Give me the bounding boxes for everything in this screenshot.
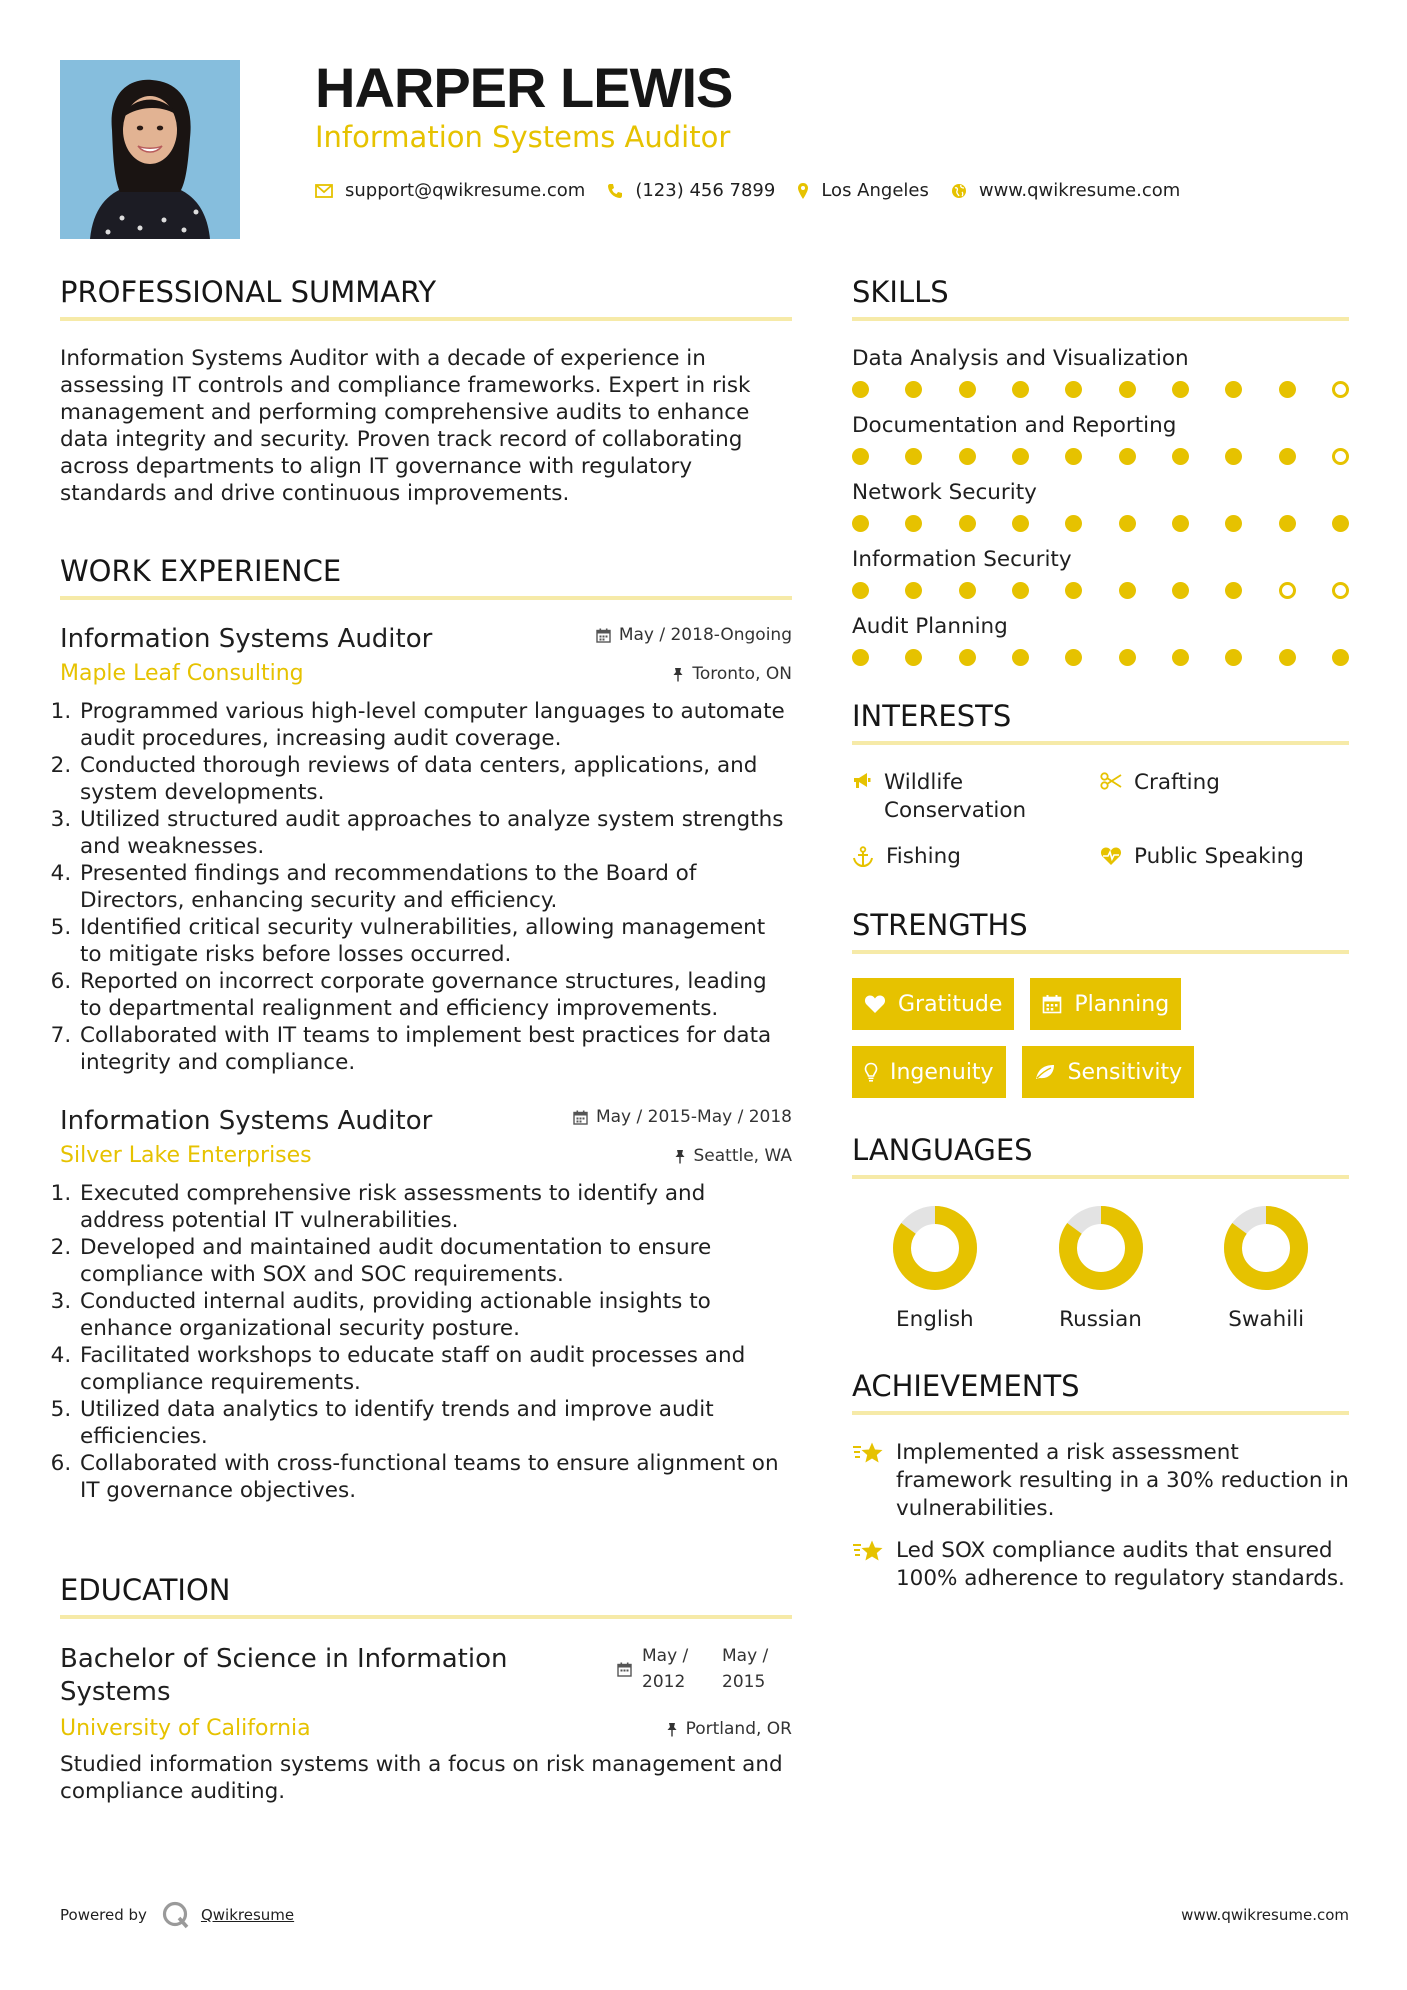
education-section (60, 1573, 792, 1805)
rating-dot-filled (1012, 515, 1029, 532)
skills-title: SKILLS (852, 278, 1349, 321)
job-location-text: Seattle, WA (693, 1146, 792, 1166)
contact-email[interactable] (315, 180, 585, 201)
skills-section (852, 275, 1349, 666)
education-dates (617, 1643, 792, 1695)
rating-dot-filled (905, 582, 922, 599)
rating-dot-filled (1119, 649, 1136, 666)
rating-dot-empty (1332, 381, 1349, 398)
rating-dot-filled (1065, 381, 1082, 398)
footer-powered-by (60, 1900, 294, 1930)
interests-list (852, 769, 1349, 871)
rating-dot-filled (959, 582, 976, 599)
rating-dot-filled (1172, 515, 1189, 532)
job-entry (60, 624, 792, 1076)
list-item: 4. Presented findings and recommendations to the Board of Directors, enhancing security and efficiency. (78, 860, 792, 914)
company-name: Maple Leaf Consulting (60, 661, 304, 686)
star-icon (852, 1441, 884, 1465)
school-name: University of California (60, 1716, 311, 1741)
list-item: 5. Utilized data analytics to identify trends and improve audit efficiencies. (78, 1396, 792, 1450)
rating-dot-filled (1012, 582, 1029, 599)
envelope-icon (315, 184, 333, 198)
achievement-text: Implemented a risk assessment framework resulting in a 30% reduction in vulnerabilities. (896, 1440, 1349, 1521)
strengths-list (852, 978, 1349, 1098)
language-proficiency-ring (890, 1203, 980, 1293)
list-item: 4. Facilitated workshops to educate staff on audit processes and compliance requirements. (78, 1342, 792, 1396)
job-location-text: Toronto, ON (692, 664, 792, 684)
qwikresume-logo-icon (161, 1900, 191, 1930)
skill-name: Data Analysis and Visualization (852, 346, 1189, 371)
education-description: Studied information systems with a focus on risk management and compliance auditing. (60, 1752, 783, 1804)
rating-dot-filled (1119, 448, 1136, 465)
rating-dot-filled (959, 381, 976, 398)
skill-name: Audit Planning (852, 614, 1008, 639)
achievement-item (852, 1537, 1349, 1593)
strength-label: Sensitivity (1067, 1059, 1183, 1085)
contact-bar (315, 180, 1202, 201)
skill-item (852, 345, 1349, 398)
footer-brand-link[interactable]: Qwikresume (200, 1906, 295, 1924)
rating-dot-empty (1279, 582, 1296, 599)
rating-dot-filled (1279, 448, 1296, 465)
candidate-name: HARPER LEWIS (315, 56, 733, 119)
languages-title: LANGUAGES (852, 1136, 1349, 1179)
contact-location-text: Los Angeles (821, 180, 929, 201)
languages-section (852, 1133, 1349, 1332)
heartbeat-icon (1100, 846, 1122, 866)
skill-name: Information Security (852, 547, 1072, 572)
achievement-text: Led SOX compliance audits that ensured 100% adherence to regulatory standards. (896, 1538, 1345, 1591)
calendar-icon (573, 1110, 588, 1125)
rating-dot-filled (905, 448, 922, 465)
job-dates-text: May / 2015-May / 2018 (595, 1107, 792, 1127)
achievement-item (852, 1439, 1349, 1523)
strengths-section (852, 908, 1349, 1098)
skill-item (852, 479, 1349, 532)
interest-item (1100, 769, 1348, 825)
education-title: EDUCATION (60, 1576, 792, 1619)
rating-dot-filled (1012, 649, 1029, 666)
interest-item (852, 769, 1100, 825)
rating-dot-filled (1225, 649, 1242, 666)
list-item: 2. Conducted thorough reviews of data centers, applications, and system developments. (78, 752, 792, 806)
summary-text: Information Systems Auditor with a decade of experience in assessing IT controls and compliance frameworks. Expert in risk management and performing comprehensive audits to enhance data integrity and security. Proven track record of collaborating across departments to align IT governance with regulatory standards and drive continuous improvements. (60, 346, 751, 506)
job-location (672, 663, 792, 685)
summary-title: PROFESSIONAL SUMMARY (60, 278, 792, 321)
star-icon (852, 1539, 884, 1563)
globe-icon (951, 183, 967, 199)
list-item: 2. Developed and maintained audit documentation to ensure compliance with SOX and SOC requirements. (78, 1234, 792, 1288)
education-location-text: Portland, OR (685, 1719, 792, 1739)
rating-dot-filled (852, 448, 869, 465)
rating-dot-filled (1012, 381, 1029, 398)
strength-label: Ingenuity (890, 1059, 994, 1085)
job-bullets (60, 1180, 792, 1504)
strength-tag (1022, 1046, 1195, 1098)
strength-tag (852, 978, 1014, 1030)
interests-title: INTERESTS (852, 702, 1349, 745)
rating-dot-filled (1279, 381, 1296, 398)
interest-label: Crafting (1134, 770, 1220, 795)
rating-dot-filled (852, 515, 869, 532)
profile-photo (60, 60, 240, 239)
rating-dot-filled (1012, 448, 1029, 465)
leaf-icon (1034, 1063, 1056, 1081)
rating-dot-filled (905, 649, 922, 666)
rating-dot-filled (1065, 515, 1082, 532)
list-item: 5. Identified critical security vulnerabilities, allowing management to mitigate risks before losses occurred. (78, 914, 792, 968)
rating-dot-filled (1119, 381, 1136, 398)
rating-dot-filled (1279, 649, 1296, 666)
rating-dot-filled (1225, 582, 1242, 599)
rating-dot-empty (1332, 448, 1349, 465)
interest-label: Public Speaking (1134, 844, 1304, 869)
left-column (60, 275, 792, 1805)
contact-phone-text: (123) 456 7899 (635, 180, 776, 201)
rating-dot-filled (852, 649, 869, 666)
education-start: May / 2012 (642, 1646, 689, 1692)
skill-item (852, 546, 1349, 599)
rating-dot-filled (1119, 515, 1136, 532)
calendar-icon (596, 628, 611, 643)
rating-dot-filled (1225, 381, 1242, 398)
list-item: 1. Programmed various high-level computer languages to automate audit procedures, increasing audit coverage. (78, 698, 792, 752)
strength-label: Planning (1074, 991, 1170, 1017)
interests-section (852, 699, 1349, 871)
rating-dot-filled (1279, 515, 1296, 532)
achievements-section (852, 1369, 1349, 1593)
calendar-icon (617, 1662, 632, 1677)
contact-website-text: www.qwikresume.com (978, 180, 1181, 201)
footer-website[interactable]: www.qwikresume.com (1181, 1906, 1349, 1924)
pushpin-icon (666, 1722, 678, 1737)
pushpin-icon (674, 1149, 686, 1164)
rating-dot-filled (1172, 582, 1189, 599)
skill-item (852, 613, 1349, 666)
profile-photo-illustration (60, 60, 240, 239)
rating-dot-filled (1065, 582, 1082, 599)
education-location (666, 1718, 792, 1740)
rating-dot-filled (959, 515, 976, 532)
contact-email-text: support@qwikresume.com (345, 180, 586, 201)
rating-dot-filled (1119, 582, 1136, 599)
job-dates-text: May / 2018-Ongoing (618, 625, 792, 645)
skill-rating (852, 515, 1349, 532)
calendar-icon (1042, 994, 1062, 1014)
rating-dot-filled (1225, 515, 1242, 532)
strength-label: Gratitude (898, 991, 1003, 1017)
rating-dot-filled (905, 515, 922, 532)
skill-rating (852, 381, 1349, 398)
job-bullets (60, 698, 792, 1076)
rating-dot-filled (1172, 649, 1189, 666)
skill-name: Network Security (852, 480, 1037, 505)
contact-phone[interactable] (607, 180, 775, 201)
interest-label: Fishing (886, 844, 961, 869)
rating-dot-filled (1225, 448, 1242, 465)
job-title: Information Systems Auditor (60, 624, 433, 654)
language-item (1018, 1203, 1184, 1332)
contact-website[interactable] (951, 180, 1180, 201)
language-proficiency-ring (1221, 1203, 1311, 1293)
company-name: Silver Lake Enterprises (60, 1143, 312, 1168)
skill-item (852, 412, 1349, 465)
list-item: 1. Executed comprehensive risk assessments to identify and address potential IT vulnerabilities. (78, 1180, 792, 1234)
rating-dot-filled (1332, 649, 1349, 666)
language-name: Russian (1059, 1307, 1142, 1332)
language-proficiency-ring (1056, 1203, 1146, 1293)
lightbulb-icon (864, 1062, 878, 1082)
job-entry (60, 1106, 792, 1504)
job-dates (573, 1106, 792, 1128)
strength-tag (1030, 978, 1181, 1030)
list-item: 3. Utilized structured audit approaches to analyze system strengths and weaknesses. (78, 806, 792, 860)
rating-dot-filled (1172, 381, 1189, 398)
job-location (674, 1145, 793, 1167)
skill-rating (852, 649, 1349, 666)
rating-dot-filled (905, 381, 922, 398)
rating-dot-filled (1065, 448, 1082, 465)
contact-location (797, 180, 929, 201)
scissors-icon (1100, 772, 1122, 790)
skills-list (852, 345, 1349, 666)
map-marker-icon (797, 182, 809, 200)
bullhorn-icon (852, 772, 872, 790)
skill-name: Documentation and Reporting (852, 413, 1177, 438)
summary-section (60, 275, 792, 507)
list-item: 6. Reported on incorrect corporate governance structures, leading to departmental realignment and efficiency improvements. (78, 968, 792, 1022)
language-item (1183, 1203, 1349, 1332)
education-end: May / 2015 (722, 1646, 769, 1692)
language-item (852, 1203, 1018, 1332)
job-title: Information Systems Auditor (60, 1106, 433, 1136)
job-dates (596, 624, 792, 646)
skill-rating (852, 448, 1349, 465)
right-column (852, 275, 1349, 1607)
rating-dot-filled (852, 582, 869, 599)
strength-tag (852, 1046, 1006, 1098)
list-item: 3. Conducted internal audits, providing actionable insights to enhance organizational security posture. (78, 1288, 792, 1342)
skill-rating (852, 582, 1349, 599)
rating-dot-filled (1172, 448, 1189, 465)
pushpin-icon (672, 667, 684, 682)
heart-icon (864, 994, 886, 1014)
language-name: English (896, 1307, 974, 1332)
rating-dot-filled (1332, 515, 1349, 532)
interest-label: Wildlife Conservation (884, 770, 1027, 823)
list-item: 7. Collaborated with IT teams to implement best practices for data integrity and compliance. (78, 1022, 792, 1076)
rating-dot-empty (1332, 582, 1349, 599)
interest-item (852, 843, 1100, 871)
anchor-icon (852, 846, 874, 868)
achievements-title: ACHIEVEMENTS (852, 1372, 1349, 1415)
degree-title: Bachelor of Science in Information Systems (60, 1644, 508, 1707)
rating-dot-filled (852, 381, 869, 398)
phone-icon (607, 183, 623, 199)
list-item: 6. Collaborated with cross-functional teams to ensure alignment on IT governance objectives. (78, 1450, 792, 1504)
languages-list (852, 1203, 1349, 1332)
rating-dot-filled (959, 649, 976, 666)
candidate-role: Information Systems Auditor (315, 120, 731, 154)
experience-title: WORK EXPERIENCE (60, 557, 792, 600)
interest-item (1100, 843, 1348, 871)
powered-by-text: Powered by (60, 1906, 147, 1924)
rating-dot-filled (1065, 649, 1082, 666)
language-name: Swahili (1228, 1307, 1305, 1332)
rating-dot-filled (959, 448, 976, 465)
experience-section (60, 554, 792, 1504)
strengths-title: STRENGTHS (852, 911, 1349, 954)
